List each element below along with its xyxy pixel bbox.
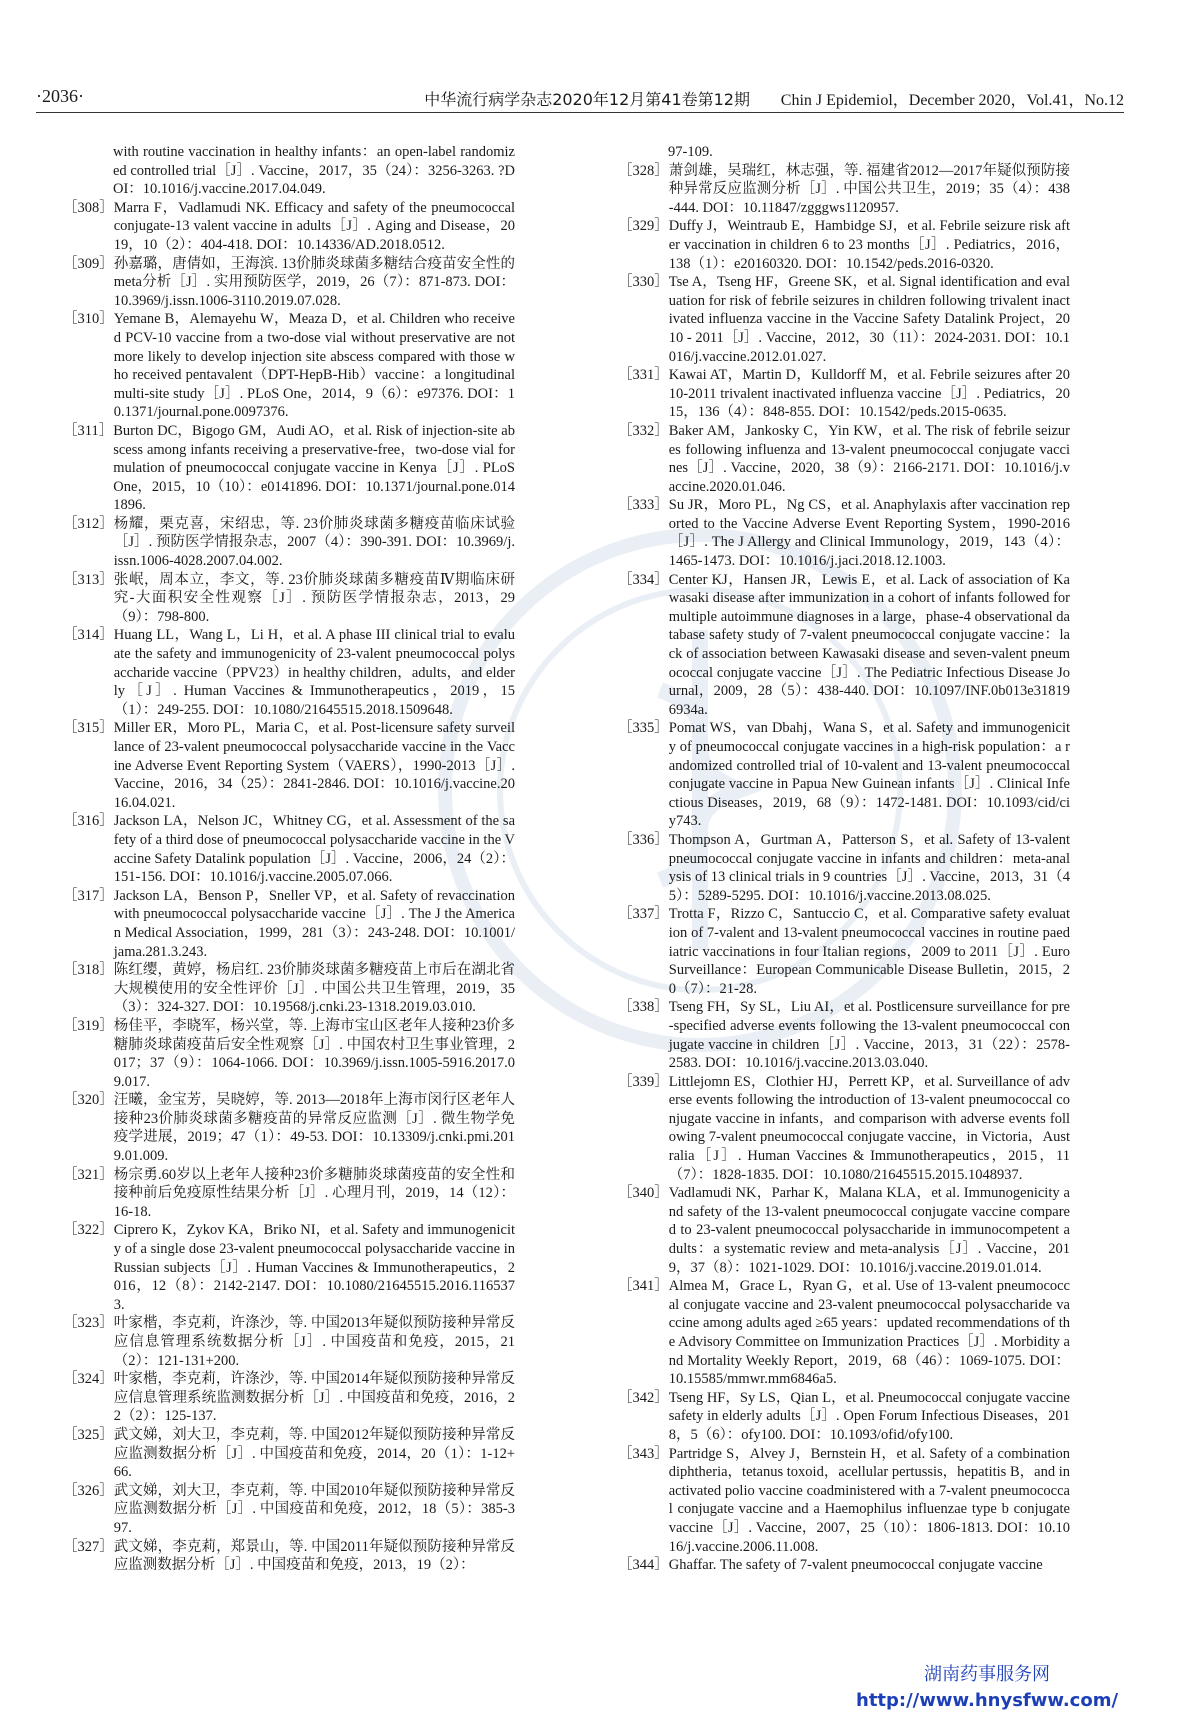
reference-item	[63, 515, 515, 571]
reference-text: 萧剑雄，吴瑞红，林志强，等. 福建省2012—2017年疑似预防接种异常反应监测分析［J］. 中国公共卫生，2019；35（4）：438-444. DOI：10.11847/zgggws1120957.	[668, 162, 1070, 216]
reference-text: with routine vaccination in healthy infants：an open-label randomized controlled trial［J］. Vaccine，2017，35（24）：3256-3263. ?DOI：10.1016/j.vaccine.2017.04.049.	[113, 144, 515, 198]
reference-number: ［337］	[618, 906, 669, 923]
reference-number: ［338］	[618, 999, 669, 1016]
reference-item	[618, 998, 1070, 1072]
reference-number: ［322］	[63, 1222, 114, 1239]
reference-number: ［323］	[63, 1315, 114, 1332]
reference-text: 陈红缨，黄婷，杨启红. 23价肺炎球菌多糖疫苗上市后在湖北省大规模使用的安全性评价［J］. 中国公共卫生管理，2019，35（3）：324-327. DOI：10.19568/j.cnki.23-1318.2019.03.010.	[113, 962, 515, 1016]
reference-text: Almea M，Grace L，Ryan G，et al. Use of 13-valent pneumococcal conjugate vaccine and 23-valent pneumococcal polysaccharide vaccine among adults aged ≥65 years：updated recommendations of the Advisory Committee on Immunization Practices［J］. Morbidity and Mortality Weekly Report，2019，68（46）：1069-1075. DOI：10.15585/mmwr.mm6846a5.	[668, 1278, 1070, 1388]
reference-text: Duffy J，Weintraub E，Hambidge SJ，et al. Febrile seizure risk after vaccination in children 6 to 23 months［J］. Pediatrics，2016，138（1）：e20160320. DOI：10.1542/peds.2016-0320.	[668, 218, 1070, 272]
reference-number: ［312］	[63, 515, 114, 532]
reference-number: ［339］	[618, 1073, 669, 1090]
reference-text: Tseng HF，Sy LS，Qian L，et al. Pneumococcal conjugate vaccine safety in elderly adults［J］. Open Forum Infectious Diseases，2018，5（6）：ofy100. DOI：10.1093/ofid/ofy100.	[668, 1389, 1070, 1443]
reference-number: ［308］	[63, 199, 114, 216]
reference-text: Thompson A，Gurtman A，Patterson S，et al. Safety of 13-valent pneumococcal conjugate vaccine in infants and children：meta-analysis of 13 clinical trials in 9 countries［J］. Vaccine，2013，31（45）：5289-5295. DOI：10.1016/j.vaccine.2013.08.025.	[668, 831, 1070, 904]
journal-title-en: Chin J Epidemiol，December 2020，Vol.41，No.12	[780, 92, 1124, 109]
reference-number: ［324］	[63, 1371, 114, 1388]
reference-number: ［341］	[618, 1278, 669, 1295]
reference-item	[618, 273, 1070, 366]
reference-item	[63, 1538, 515, 1575]
reference-number: ［332］	[618, 422, 669, 439]
reference-number: ［344］	[618, 1557, 669, 1574]
reference-item	[618, 1277, 1070, 1389]
page-header	[36, 80, 1124, 113]
reference-text: Miller ER，Moro PL，Maria C，et al. Post-licensure safety surveillance of 23-valent pneumococcal polysaccharide vaccine in the Vaccine Adverse Event Reporting System（VAERS），1990-2013［J］. Vaccine，2016，34（25）：2841-2846. DOI：10.1016/j.vaccine.2016.04.021.	[113, 720, 515, 811]
reference-item	[63, 1166, 515, 1222]
reference-item	[63, 1017, 515, 1091]
reference-item	[63, 1091, 515, 1165]
reference-text: 杨佳平，李晓军，杨兴堂，等. 上海市宝山区老年人接种23价多糖肺炎球菌疫苗后安全性观察［J］. 中国农村卫生事业管理，2017；37（9）：1064-1066. DOI：10.3969/j.issn.1005-5916.2017.09.017.	[113, 1017, 515, 1090]
reference-item	[63, 1314, 515, 1370]
reference-column-right	[618, 143, 1070, 1575]
reference-number: ［330］	[618, 274, 669, 291]
reference-text: Littlejomn ES，Clothier HJ，Perrett KP，et al. Surveillance of adverse events following the introduction of 13-valent pneumococcal conjugate vaccine in infants，and comparison with adverse events following 7-valent pneumococcal conjugate vaccine，in Victoria，Australia［J］. Human Vaccines & Immunotherapeutics，2015，11（7）：1828-1835. DOI：10.1080/21645515.2015.1048937.	[668, 1073, 1070, 1183]
reference-number: ［331］	[618, 367, 669, 384]
reference-text: Baker AM，Jankosky C，Yin KW，et al. The risk of febrile seizures following influenza and 13-valent pneumococcal conjugate vaccines［J］. Vaccine，2020，38（9）：2166-2171. DOI：10.1016/j.vaccine.2020.01.046.	[668, 422, 1070, 495]
footer-site-name: 湖南药事服务网	[924, 1664, 1051, 1685]
reference-text: Partridge S，Alvey J，Bernstein H，et al. Safety of a combination diphtheria，tetanus toxoid，acellular pertussis，hepatitis B，and inactivated polio vaccine coadministered with a 7-valent pneumococcal conjugate vaccine and a Haemophilus influenzae type b conjugate vaccine［J］. Vaccine，2007，25（10）：1806-1813. DOI：10.1016/j.vaccine.2006.11.008.	[668, 1445, 1070, 1555]
reference-item	[618, 1445, 1070, 1557]
reference-item	[618, 217, 1070, 273]
reference-text: Tse A，Tseng HF，Greene SK，et al. Signal identification and evaluation for risk of febrile seizures in children following trivalent inactivated influenza vaccine in the Vaccine Safety Datalink Project，2010 - 2011［J］. Vaccine，2012，30（11）：2024-2031. DOI：10.1016/j.vaccine.2012.01.027.	[668, 274, 1071, 365]
reference-item	[618, 1389, 1070, 1445]
reference-text: Kawai AT，Martin D，Kulldorff M，et al. Febrile seizures after 2010-2011 trivalent inactivated influenza vaccine［J］. Pediatrics，2015，136（4）：848-855. DOI：10.1542/peds.2015-0635.	[668, 367, 1070, 421]
reference-item	[63, 812, 515, 886]
reference-text: Tseng FH，Sy SL，Liu AI，et al. Postlicensure surveillance for pre-specified adverse events following the 13-valent pneumococcal conjugate vaccine in children［J］. Vaccine，2013，31（22）：2578-2583. DOI：10.1016/j.vaccine.2013.03.040.	[668, 999, 1070, 1072]
reference-item	[63, 422, 515, 515]
footer-site-url[interactable]: http://www.hnysfww.com/	[856, 1690, 1119, 1711]
reference-number: ［336］	[618, 831, 669, 848]
reference-item	[63, 626, 515, 719]
reference-text: 叶家楷，李克莉，许涤沙，等. 中国2014年疑似预防接种异常反应信息管理系统监测数据分析［J］. 中国疫苗和免疫，2016，22（2）：125-137.	[113, 1371, 515, 1425]
reference-text: 张岷，周本立，李文，等. 23价肺炎球菌多糖疫苗Ⅳ期临床研究-大面积安全性观察［J］. 预防医学情报杂志，2013，29（9）：798-800.	[113, 571, 515, 625]
reference-text: Ghaffar. The safety of 7-valent pneumococcal conjugate vaccine	[668, 1557, 1043, 1574]
reference-number: ［309］	[63, 255, 114, 272]
reference-text: Jackson LA，Benson P，Sneller VP，et al. Safety of revaccination with pneumococcal polysaccharide vaccine［J］. The J the American Medical Association，1999，281（3）：243-248. DOI：10.1001/jama.281.3.243.	[113, 887, 515, 960]
reference-text: 武文娣，李克莉，郑景山，等. 中国2011年疑似预防接种异常反应监测数据分析［J］. 中国疫苗和免疫，2013，19（2）：	[113, 1538, 515, 1574]
reference-text: Jackson LA，Nelson JC，Whitney CG，et al. Assessment of the safety of a third dose of pneumococcal polysaccharide vaccine in the Vaccine Safety Datalink population［J］. Vaccine，2006，24（2）：151-156. DOI：10.1016/j.vaccine.2005.07.066.	[113, 813, 515, 886]
reference-item	[63, 1221, 515, 1314]
reference-number: ［335］	[618, 720, 669, 737]
reference-text: Center KJ，Hansen JR，Lewis E，et al. Lack of association of Kawasaki disease after immunization in a cohort of infants followed for multiple autoimmune diagnoses in a large，phase-4 observational database safety study of 7-valent pneumococcal conjugate vaccine：lack of association between Kawasaki disease and seven-valent pneumococcal conjugate vaccine［J］. The Pediatric Infectious Disease Journal，2009，28（5）：438-440. DOI：10.1097/INF.0b013e318196934a.	[668, 571, 1070, 718]
reference-text: 武文娣，刘大卫，李克莉，等. 中国2012年疑似预防接种异常反应监测数据分析［J］. 中国疫苗和免疫，2014，20（1）：1-12+66.	[113, 1426, 515, 1481]
reference-text: 武文娣，刘大卫，李克莉，等. 中国2010年疑似预防接种异常反应监测数据分析［J］. 中国疫苗和免疫，2012，18（5）：385-397.	[113, 1482, 515, 1536]
reference-number: ［320］	[63, 1092, 114, 1109]
reference-item	[63, 719, 515, 812]
reference-column-left	[63, 143, 515, 1575]
reference-item	[618, 162, 1070, 218]
reference-number: ［340］	[618, 1185, 669, 1202]
reference-text: Pomat WS，van Dbahj，Wana S，et al. Safety and immunogenicity of pneumococcal conjugate vaccines in a high-risk population：a randomized controlled trial of 10-valent and 13-valent pneumococcal conjugate vaccine in Papua New Guinean infants［J］. Clinical Infectious Diseases，2019，68（9）：1472-1481. DOI：10.1093/cid/ciy743.	[668, 720, 1070, 830]
reference-number: ［333］	[618, 497, 669, 514]
reference-item	[63, 1482, 515, 1538]
reference-number: ［334］	[618, 571, 669, 588]
journal-title-cn: 中华流行病学杂志2020年12月第41卷第12期	[424, 90, 750, 109]
reference-item	[618, 1073, 1070, 1185]
reference-text: Ciprero K，Zykov KA，Briko NI，et al. Safety and immunogenicity of a single dose 23-valent pneumococcal polysaccharide vaccine in Russian subjects［J］. Human Vaccines & Immunotherapeutics，2016，12（8）：2142-2147. DOI：10.1080/21645515.2016.1165373.	[113, 1222, 515, 1313]
reference-text: Burton DC，Bigogo GM，Audi AO，et al. Risk of injection-site abscess among infants receiving a preservative-free，two-dose vial formulation of pneumococcal conjugate vaccine in Kenya［J］. PLoS One，2015，10（10）：e0141896. DOI：10.1371/journal.pone.0141896.	[113, 422, 515, 514]
reference-text: Vadlamudi NK，Parhar K，Malana KLA，et al. Immunogenicity and safety of the 13-valent pneumococcal conjugate vaccine compared to 23-valent pneumococcal polysaccharide in immunocompetent adults：a systematic review and meta-analysis［J］. Vaccine，2019，37（8）：1021-1029. DOI：10.1016/j.vaccine.2019.01.014.	[668, 1185, 1070, 1276]
reference-text: 孙嘉璐，唐倩如，王海滨. 13价肺炎球菌多糖结合疫苗安全性的meta分析［J］. 实用预防医学，2019，26（7）：871-873. DOI：10.3969/j.issn.1006-3110.2019.07.028.	[113, 255, 515, 309]
reference-number: ［315］	[63, 720, 114, 737]
reference-item	[618, 1184, 1070, 1277]
reference-item	[63, 1426, 515, 1482]
reference-item	[618, 366, 1070, 422]
reference-text: Yemane B，Alemayehu W，Meaza D，et al. Children who received PCV-10 vaccine from a two-dose vial without preservative are not more likely to develop injection site abscess compared with those who received pentavalent（DPT-HepB-Hib）vaccine：a longitudinal multi-site study［J］. PLoS One，2014，9（6）：e97376. DOI：10.1371/journal.pone.0097376.	[113, 311, 515, 421]
reference-item	[618, 422, 1070, 496]
reference-text: 汪曦，金宝芳，吴晓婷，等. 2013—2018年上海市闵行区老年人接种23价肺炎球菌多糖疫苗的异常反应监测［J］. 微生物学免疫学进展，2019；47（1）：49-53. DOI：10.13309/j.cnki.pmi.2019.01.009.	[113, 1092, 515, 1165]
reference-item	[618, 1556, 1070, 1575]
reference-item	[63, 255, 515, 311]
reference-item	[618, 143, 1070, 162]
reference-item	[618, 496, 1070, 570]
reference-number: ［327］	[63, 1538, 114, 1555]
footer-watermark	[856, 1660, 1118, 1711]
page-number: ·2036·	[36, 86, 84, 106]
reference-item	[63, 1370, 515, 1426]
reference-number: ［317］	[63, 887, 114, 904]
reference-number: ［319］	[63, 1017, 114, 1034]
reference-number: ［316］	[63, 813, 114, 830]
reference-number: ［311］	[63, 422, 114, 439]
reference-item	[63, 143, 515, 199]
reference-number: ［325］	[63, 1426, 114, 1443]
reference-item	[618, 905, 1070, 998]
reference-number: ［328］	[618, 162, 669, 179]
reference-number: ［343］	[618, 1445, 669, 1462]
reference-item	[63, 199, 515, 255]
reference-number: ［329］	[618, 218, 669, 235]
reference-number: ［310］	[63, 311, 114, 328]
reference-item	[63, 571, 515, 627]
reference-item	[618, 719, 1070, 831]
reference-text: 杨宗勇.60岁以上老年人接种23价多糖肺炎球菌疫苗的安全性和接种前后免疫原性结果分析［J］. 心理月刊，2019，14（12）：16-18.	[113, 1166, 515, 1220]
reference-item	[618, 571, 1070, 720]
reference-item	[63, 887, 515, 961]
reference-text: 杨耀，栗克喜，宋绍忠，等. 23价肺炎球菌多糖疫苗临床试验［J］. 预防医学情报杂志，2007（4）：390-391. DOI：10.3969/j.issn.1006-4028.2007.04.002.	[113, 515, 515, 570]
reference-item	[63, 961, 515, 1017]
reference-number: ［314］	[63, 627, 114, 644]
reference-text: Trotta F，Rizzo C，Santuccio C，et al. Comparative safety evaluation of 7-valent and 13-valent pneumococcal vaccines in routine paediatric vaccinations in four Italian regions，2009 to 2011［J］. Euro Surveillance：European Communicable Disease Bulletin，2015，20（7）：21-28.	[668, 906, 1070, 997]
reference-item	[618, 831, 1070, 905]
reference-number: ［313］	[63, 571, 114, 588]
reference-number: ［342］	[618, 1389, 669, 1406]
reference-item	[63, 310, 515, 422]
reference-text: Huang LL，Wang L，Li H，et al. A phase III clinical trial to evaluate the safety and immunogenicity of 23-valent pneumococcal polysaccharide vaccine（PPV23）in healthy children，adults，and elderly［J］. Human Vaccines & Immunotherapeutics，2019，15（1）：249-255. DOI：10.1080/21645515.2018.1509648.	[113, 627, 515, 718]
reference-number: ［326］	[63, 1482, 114, 1499]
reference-text: Marra F，Vadlamudi NK. Efficacy and safety of the pneumococcal conjugate-13 valent vaccine in adults［J］. Aging and Disease，2019，10（2）：404-418. DOI：10.14336/AD.2018.0512.	[113, 199, 515, 253]
reference-number: ［321］	[63, 1166, 114, 1183]
reference-text: 叶家楷，李克莉，许涤沙，等. 中国2013年疑似预防接种异常反应信息管理系统数据分析［J］. 中国疫苗和免疫，2015，21（2）：121-131+200.	[113, 1315, 515, 1369]
reference-number: ［318］	[63, 962, 114, 979]
reference-text: Su JR，Moro PL，Ng CS，et al. Anaphylaxis after vaccination reported to the Vaccine Adverse Event Reporting System，1990-2016［J］. The J Allergy and Clinical Immunology，2019，143（4）：1465-1473. DOI：10.1016/j.jaci.2018.12.1003.	[668, 497, 1070, 570]
reference-text: 97-109.	[668, 144, 713, 160]
